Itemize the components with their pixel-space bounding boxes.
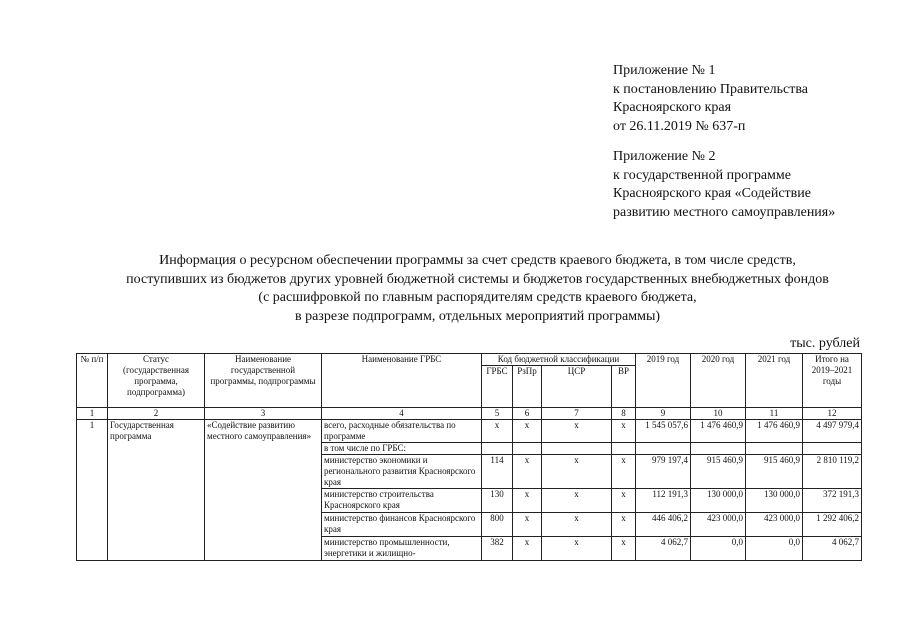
col-number: 6	[513, 408, 542, 420]
value-2019: 4 062,7	[636, 537, 691, 561]
grbs-cell	[482, 443, 513, 455]
grbs-name-cell: министерство финансов Красноярского края	[322, 513, 482, 537]
appendix-1-block	[613, 62, 808, 136]
value-2020: 423 000,0	[691, 513, 746, 537]
resource-table	[76, 353, 862, 561]
title-line: в разрезе подпрограмм, отдельных мероприятий программы)	[294, 308, 661, 324]
vr-cell: х	[612, 537, 636, 561]
value-total: 1 292 406,2	[803, 513, 862, 537]
grbs-cell: 382	[482, 537, 513, 561]
header-status: Статус (государственная программа, подпрограмма)	[108, 354, 205, 408]
header-vr: ВР	[612, 366, 636, 408]
header-2021: 2021 год	[746, 354, 803, 408]
rzpr-cell: х	[513, 513, 542, 537]
table-row	[77, 420, 862, 443]
header-budget-code: Код бюджетной классификации	[482, 354, 636, 366]
rzpr-cell: х	[513, 537, 542, 561]
appendix-1-line: Приложение № 1	[613, 63, 716, 78]
header-grbs: ГРБС	[482, 366, 513, 408]
appendix-2-block	[613, 148, 835, 222]
col-number: 8	[612, 408, 636, 420]
csr-cell: х	[542, 513, 612, 537]
grbs-cell: 114	[482, 455, 513, 489]
appendix-1-line: Красноярского края	[613, 100, 732, 115]
csr-cell: х	[542, 537, 612, 561]
value-2021: 130 000,0	[746, 489, 803, 513]
program-num: 1	[77, 420, 108, 561]
value-2021: 1 476 460,9	[746, 420, 803, 443]
header-rzpr: РзПр	[513, 366, 542, 408]
vr-cell: х	[612, 455, 636, 489]
value-2019: 1 545 057,6	[636, 420, 691, 443]
value-2021	[746, 443, 803, 455]
value-2020: 1 476 460,9	[691, 420, 746, 443]
units-label: тыс. рублей	[790, 336, 860, 351]
header-2020: 2020 год	[691, 354, 746, 408]
value-total: 4 062,7	[803, 537, 862, 561]
grbs-name-cell: министерство строительства Красноярского края	[322, 489, 482, 513]
grbs-name-cell: министерство промышленности, энергетики и жилищно-	[322, 537, 482, 561]
value-2020: 915 460,9	[691, 455, 746, 489]
col-number: 10	[691, 408, 746, 420]
csr-cell: х	[542, 489, 612, 513]
value-2021: 0,0	[746, 537, 803, 561]
grbs-name-cell: всего, расходные обязательства по программе	[322, 420, 482, 443]
col-number: 11	[746, 408, 803, 420]
grbs-cell: х	[482, 420, 513, 443]
col-number: 9	[636, 408, 691, 420]
value-2019: 112 191,3	[636, 489, 691, 513]
value-2020: 130 000,0	[691, 489, 746, 513]
vr-cell: х	[612, 489, 636, 513]
header-csr: ЦСР	[542, 366, 612, 408]
appendix-2-line: Красноярского края «Содействие	[613, 186, 811, 201]
col-number: 1	[77, 408, 108, 420]
col-number: 2	[108, 408, 205, 420]
appendix-1-line: от 26.11.2019 № 637-п	[613, 118, 746, 134]
value-total	[803, 443, 862, 455]
col-number: 5	[482, 408, 513, 420]
csr-cell: х	[542, 455, 612, 489]
grbs-name-cell: в том числе по ГРБС:	[322, 443, 482, 455]
program-name: «Содействие развитию местного самоуправления»	[205, 420, 322, 561]
vr-cell	[612, 443, 636, 455]
appendix-1-line: к постановлению Правительства	[613, 81, 809, 97]
col-number: 4	[322, 408, 482, 420]
rzpr-cell: х	[513, 489, 542, 513]
rzpr-cell	[513, 443, 542, 455]
rzpr-cell: х	[513, 455, 542, 489]
value-total: 2 810 119,2	[803, 455, 862, 489]
vr-cell: х	[612, 420, 636, 443]
value-total: 4 497 979,4	[803, 420, 862, 443]
csr-cell: х	[542, 420, 612, 443]
value-2019: 446 406,2	[636, 513, 691, 537]
title-line: Информация о ресурсном обеспечении программы за счет средств краевого бюджета, в том числе средств,	[159, 253, 796, 268]
rzpr-cell: х	[513, 420, 542, 443]
header-num: № п/п	[77, 354, 108, 408]
header-name: Наименование государственной программы, подпрограммы	[205, 354, 322, 408]
header-2019: 2019 год	[636, 354, 691, 408]
col-number: 3	[205, 408, 322, 420]
vr-cell: х	[612, 513, 636, 537]
value-2021: 423 000,0	[746, 513, 803, 537]
value-2020	[691, 443, 746, 455]
grbs-cell: 800	[482, 513, 513, 537]
col-number: 12	[803, 408, 862, 420]
title-line: (с расшифровкой по главным распорядителям средств краевого бюджета,	[258, 290, 697, 305]
value-2019: 979 197,4	[636, 455, 691, 489]
appendix-2-line: к государственной программе	[613, 167, 791, 183]
grbs-name-cell: министерство экономики и регионального развития Красноярского края	[322, 455, 482, 489]
value-2020: 0,0	[691, 537, 746, 561]
value-2021: 915 460,9	[746, 455, 803, 489]
header-grbs-name: Наименование ГРБС	[322, 354, 482, 408]
csr-cell	[542, 443, 612, 455]
col-number: 7	[542, 408, 612, 420]
value-2019	[636, 443, 691, 455]
title-line: поступивших из бюджетов других уровней бюджетной системы и бюджетов государственных внебюджетных фондов	[126, 271, 829, 287]
appendix-2-line: развитию местного самоуправления»	[613, 204, 836, 220]
program-status: Государственная программа	[108, 420, 205, 561]
header-total: Итого на 2019–2021 годы	[803, 354, 862, 408]
document-title	[40, 252, 905, 326]
appendix-2-line: Приложение № 2	[613, 149, 716, 164]
value-total: 372 191,3	[803, 489, 862, 513]
grbs-cell: 130	[482, 489, 513, 513]
